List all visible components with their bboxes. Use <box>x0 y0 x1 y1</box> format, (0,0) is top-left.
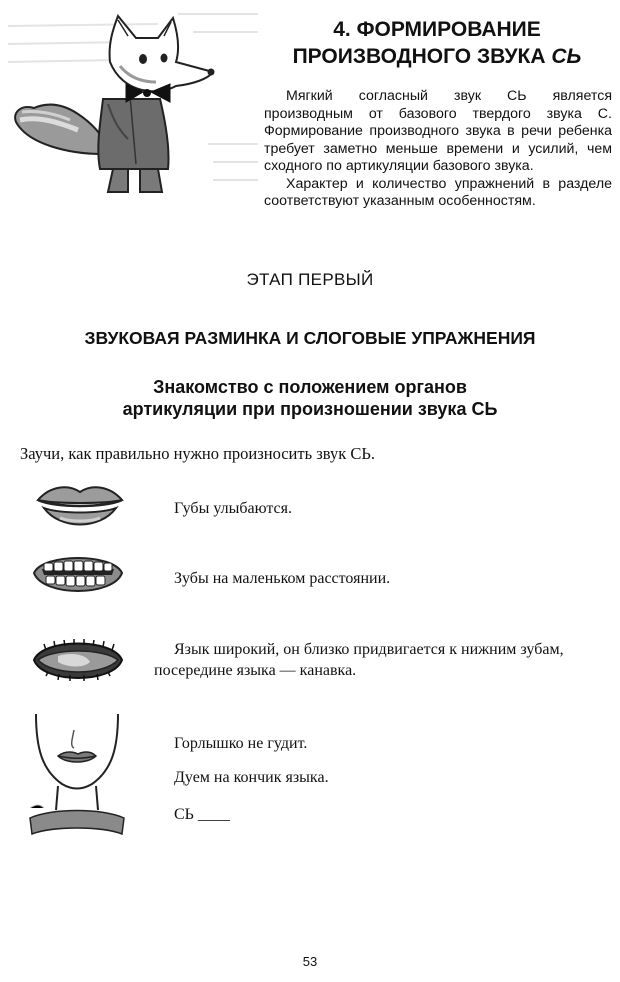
chapter-title-prefix: ПРОИЗВОДНОГО ЗВУКА <box>292 45 552 68</box>
stage-label: ЭТАП ПЕРВЫЙ <box>246 270 374 289</box>
intro-paragraph-1: Мягкий согласный звук СЬ является производным от базового твердого звука С. Формирование производного звука в речи ребенка требует заметно меньше времени и усилий, чем сходного по артикуляции базового звука. <box>264 88 612 174</box>
step-sound: СЬ ____ <box>174 806 230 823</box>
step-blow: Дуем на кончик языка. <box>174 769 329 786</box>
face-throat-illustration <box>22 708 132 838</box>
step-throat: Горлышко не гудит. <box>174 735 308 752</box>
instruction-text: Заучи, как правильно нужно произносить звук СЬ. <box>20 444 375 463</box>
lips-smile-illustration <box>30 478 130 538</box>
step-tongue: Язык широкий, он близко придвигается к нижним зубам, посередине языка — канавка. <box>154 641 564 679</box>
intro-paragraph-2: Характер и количество упражнений в разделе соответствуют указанным особенностям. <box>264 175 612 209</box>
section-heading: ЗВУКОВАЯ РАЗМИНКА И СЛОГОВЫЕ УПРАЖНЕНИЯ <box>84 328 536 348</box>
chapter-title <box>262 16 612 70</box>
subheading <box>0 376 620 420</box>
subheading-line-2: артикуляции при произношении звука СЬ <box>122 399 498 419</box>
chapter-title-sound: СЬ <box>551 45 582 68</box>
chapter-title-line-1: 4. ФОРМИРОВАНИЕ <box>333 18 541 41</box>
teeth-illustration <box>28 545 128 605</box>
intro-text <box>264 88 612 211</box>
chapter-title-line-2 <box>262 43 612 70</box>
step-teeth: Зубы на маленьком расстоянии. <box>174 570 391 587</box>
fox-illustration <box>8 4 258 204</box>
step-lips: Губы улыбаются. <box>174 500 292 517</box>
page-number: 53 <box>302 954 318 969</box>
tongue-illustration <box>28 630 128 690</box>
subheading-line-1: Знакомство с положением органов <box>153 377 467 397</box>
